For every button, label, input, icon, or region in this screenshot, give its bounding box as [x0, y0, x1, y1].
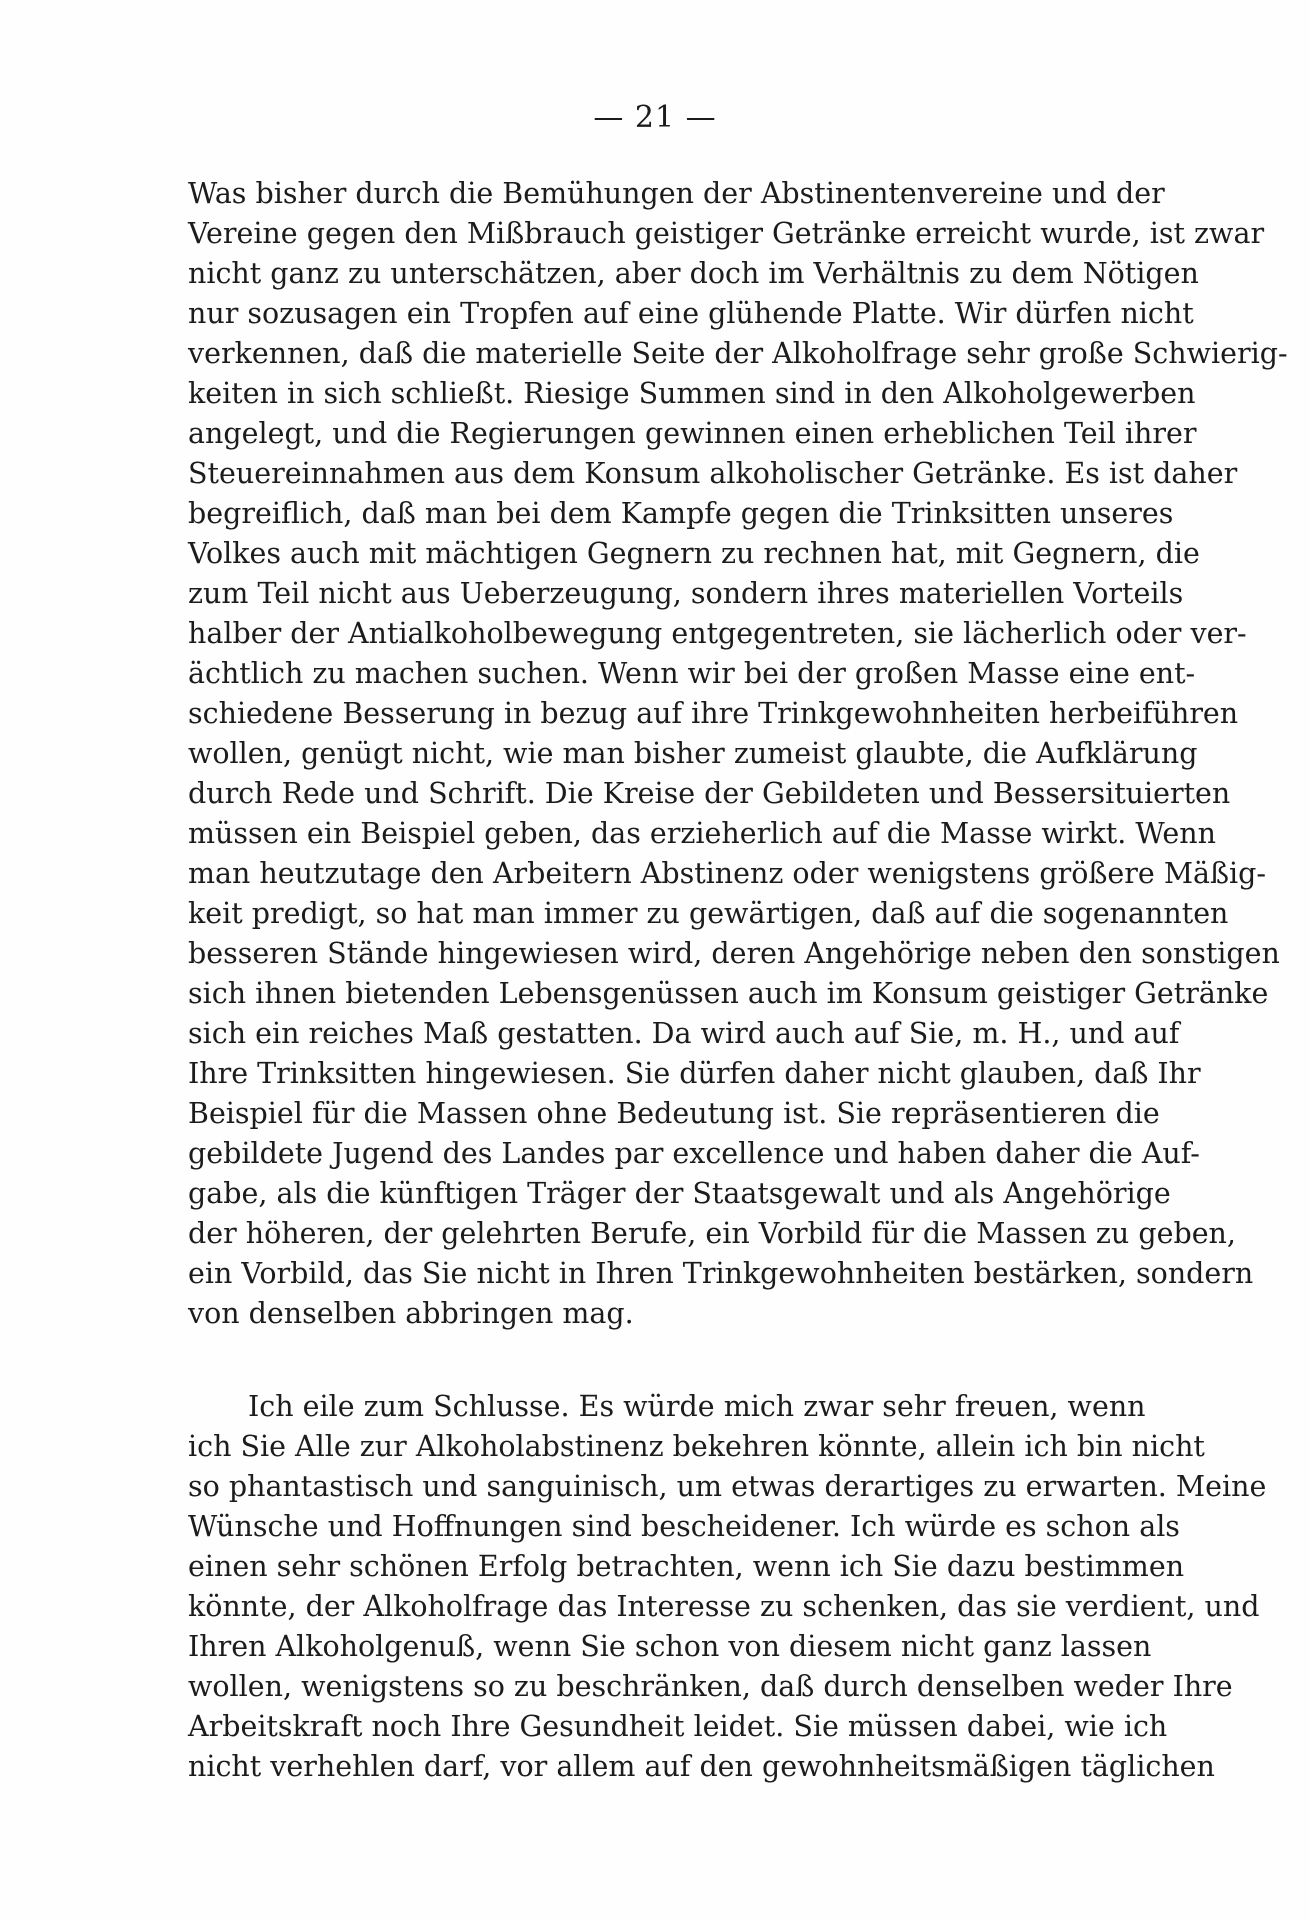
text-line: Volkes auch mit mächtigen Gegnern zu rechnen hat, mit Gegnern, die: [188, 537, 1200, 570]
text-line: ich Sie Alle zur Alkoholabstinenz bekehren könnte, allein ich bin nicht: [188, 1430, 1205, 1463]
text-line: sich ihnen bietenden Lebensgenüssen auch im Konsum geistiger Getränke: [188, 977, 1269, 1010]
text-line: zum Teil nicht aus Ueberzeugung, sondern ihres materiellen Vorteils: [188, 577, 1184, 610]
text-line: durch Rede und Schrift. Die Kreise der Gebildeten und Bessersituierten: [188, 777, 1231, 810]
text-line: einen sehr schönen Erfolg betrachten, wenn ich Sie dazu bestimmen: [188, 1550, 1185, 1583]
text-line: schiedene Besserung in bezug auf ihre Trinkgewohnheiten herbeiführen: [188, 697, 1239, 730]
text-line: wollen, wenigstens so zu beschränken, daß durch denselben weder Ihre: [188, 1670, 1233, 1703]
text-line: könnte, der Alkoholfrage das Interesse zu schenken, das sie verdient, und: [188, 1590, 1260, 1623]
text-line: Vereine gegen den Mißbrauch geistiger Getränke erreicht wurde, ist zwar: [188, 217, 1265, 250]
page-number: — 21 —: [593, 100, 717, 135]
text-line: Ich eile zum Schlusse. Es würde mich zwar sehr freuen, wenn: [248, 1390, 1146, 1423]
text-line: der höheren, der gelehrten Berufe, ein Vorbild für die Massen zu geben,: [188, 1217, 1236, 1250]
text-line: verkennen, daß die materielle Seite der Alkoholfrage sehr große Schwierig-: [188, 337, 1288, 370]
text-line: Beispiel für die Massen ohne Bedeutung ist. Sie repräsentieren die: [188, 1097, 1160, 1130]
text-line: gebildete Jugend des Landes par excellence und haben daher die Auf-: [188, 1137, 1200, 1170]
text-line: wollen, genügt nicht, wie man bisher zumeist glaubte, die Aufklärung: [188, 737, 1198, 770]
text-line: gabe, als die künftigen Träger der Staatsgewalt und als Angehörige: [188, 1177, 1171, 1210]
text-line: keit predigt, so hat man immer zu gewärtigen, daß auf die sogenannten: [188, 897, 1229, 930]
text-line: Was bisher durch die Bemühungen der Abstinentenvereine und der: [188, 177, 1165, 210]
text-line: Wünsche und Hoffnungen sind bescheidener. Ich würde es schon als: [188, 1510, 1180, 1543]
paragraph-2: [188, 1387, 1267, 1787]
text-line: besseren Stände hingewiesen wird, deren Angehörige neben den sonstigen: [188, 937, 1280, 970]
text-line: sich ein reiches Maß gestatten. Da wird auch auf Sie, m. H., und auf: [188, 1017, 1180, 1050]
text-line: von denselben abbringen mag.: [188, 1297, 634, 1330]
text-line: halber der Antialkoholbewegung entgegentreten, sie lächerlich oder ver-: [188, 617, 1247, 650]
text-line: Ihre Trinksitten hingewiesen. Sie dürfen daher nicht glauben, daß Ihr: [188, 1057, 1201, 1090]
text-line: Ihren Alkoholgenuß, wenn Sie schon von diesem nicht ganz lassen: [188, 1630, 1152, 1663]
text-line: müssen ein Beispiel geben, das erzieherlich auf die Masse wirkt. Wenn: [188, 817, 1216, 850]
text-line: nicht ganz zu unterschätzen, aber doch im Verhältnis zu dem Nötigen: [188, 257, 1199, 290]
text-line: so phantastisch und sanguinisch, um etwas derartiges zu erwarten. Meine: [188, 1470, 1267, 1503]
text-line: ein Vorbild, das Sie nicht in Ihren Trinkgewohnheiten bestärken, sondern: [188, 1257, 1254, 1290]
text-line: keiten in sich schließt. Riesige Summen sind in den Alkoholgewerben: [188, 377, 1196, 410]
text-line: man heutzutage den Arbeitern Abstinenz oder wenigstens größere Mäßig-: [188, 857, 1267, 890]
text-line: Arbeitskraft noch Ihre Gesundheit leidet. Sie müssen dabei, wie ich: [188, 1710, 1168, 1743]
text-line: angelegt, und die Regierungen gewinnen einen erheblichen Teil ihrer: [188, 417, 1197, 450]
text-line: nicht verhehlen darf, vor allem auf den gewohnheitsmäßigen täglichen: [188, 1750, 1215, 1783]
text-line: nur sozusagen ein Tropfen auf eine glühende Platte. Wir dürfen nicht: [188, 297, 1194, 330]
text-line: ächtlich zu machen suchen. Wenn wir bei der großen Masse eine ent-: [188, 657, 1196, 690]
text-line: Steuereinnahmen aus dem Konsum alkoholischer Getränke. Es ist daher: [188, 457, 1238, 490]
paragraph-1: [188, 174, 1288, 1334]
text-line: begreiflich, daß man bei dem Kampfe gegen die Trinksitten unseres: [188, 497, 1174, 530]
